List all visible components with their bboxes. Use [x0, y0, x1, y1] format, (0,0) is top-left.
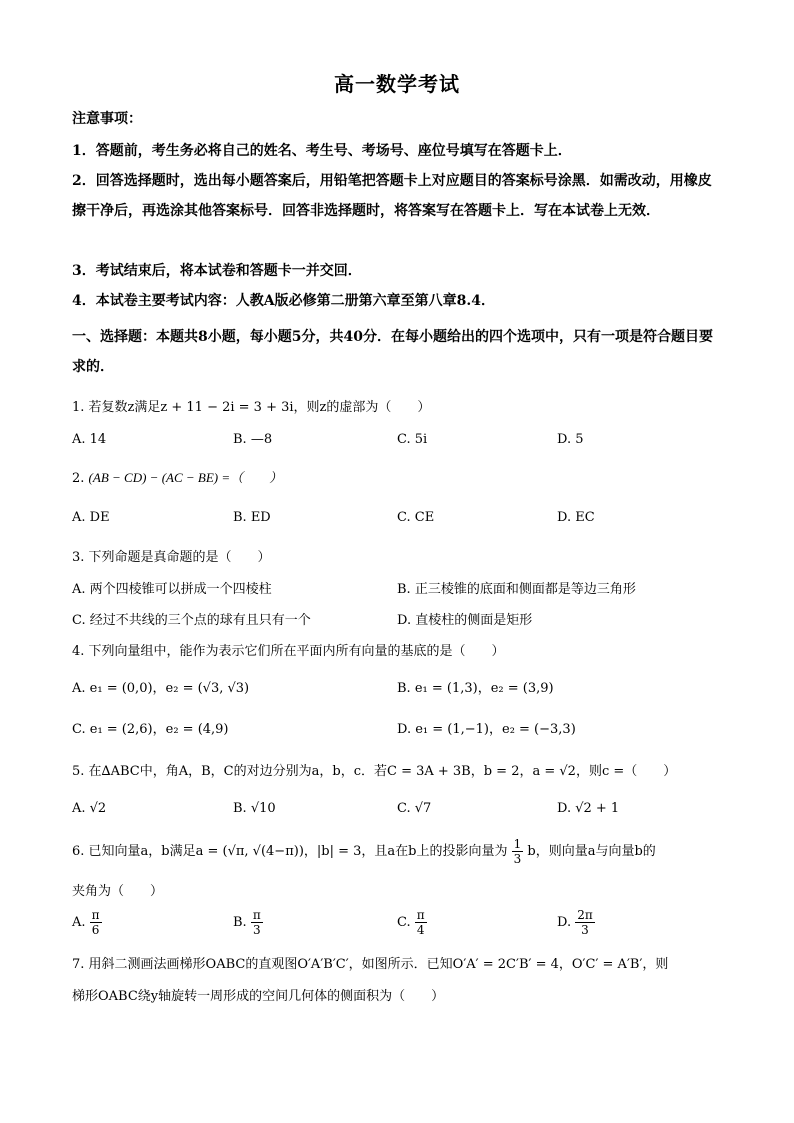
section-heading: 一、选择题：本题共8小题，每小题5分，共40分．在每小题给出的四个选项中，只有一项是符合题目要求的．: [72, 329, 713, 375]
q2-option-a: A. DE: [72, 510, 110, 525]
notice-item-1: 1．答题前，考生务必将自己的姓名、考生号、考场号、座位号填写在答题卡上．: [72, 143, 572, 159]
question-7-line1: 7. 用斜二测画法画梯形OABC的直观图O′A′B′C′，如图所示．已知O′A′ = 2C′B′ = 4，O′C′ = A′B′，则: [72, 957, 669, 972]
q5-option-c: C. √7: [397, 801, 432, 816]
q6-b-den: 3: [252, 923, 261, 937]
notice-item-4: 4．本试卷主要考试内容：人教A版必修第二册第六章至第八章8.4．: [72, 293, 495, 309]
q6-option-d: [557, 908, 595, 937]
q6-c-den: 4: [416, 923, 425, 937]
q3-option-b: B. 正三棱锥的底面和侧面都是等边三角形: [397, 582, 636, 597]
q1-option-a: A. 14: [72, 432, 107, 447]
q6-fraction: [512, 837, 524, 866]
q4-option-b: B. e₁ = (1,3)，e₂ = (3,9): [397, 681, 554, 696]
question-5-stem: 5. 在∆ABC中，角A，B，C的对边分别为a，b，c．若C = 3A + 3B，b = 2，a = √2，则c =（ ）: [72, 764, 677, 779]
q5-option-b: B. √10: [233, 801, 276, 816]
notice-item-3: 3．考试结束后，将本试卷和答题卡一并交回．: [72, 263, 362, 279]
q6-d-label: D.: [557, 915, 572, 930]
q6-option-c: [397, 908, 427, 937]
q3-option-c: C. 经过不共线的三个点的球有且只有一个: [72, 613, 311, 628]
q6-frac-den: 3: [513, 852, 522, 866]
q2-option-c: C. CE: [397, 510, 435, 525]
q6-c-num: π: [416, 908, 425, 922]
notice-item-2: 2．回答选择题时，选出每小题答案后，用铅笔把答题卡上对应题目的答案标号涂黑．如需改动，用橡皮擦干净后，再选涂其他答案标号．回答非选择题时，将答案写在答题卡上．写在本试卷上无效．: [72, 173, 712, 219]
q6-c-fraction: [415, 908, 427, 937]
q1-option-c: C. 5i: [397, 432, 428, 447]
question-7-line2: 梯形OABC绕y轴旋转一周形成的空间几何体的侧面积为（ ）: [72, 989, 445, 1004]
question-3-stem: 3. 下列命题是真命题的是（ ）: [72, 550, 271, 565]
q4-option-d: D. e₁ = (1,−1)，e₂ = (−3,3): [397, 722, 576, 737]
exam-title: 高一数学考试: [334, 72, 460, 96]
q4-option-c: C. e₁ = (2,6)，e₂ = (4,9): [72, 722, 229, 737]
q6-stem-part2: b，则向量a与向量b的: [527, 844, 656, 859]
q3-option-a: A. 两个四棱锥可以拼成一个四棱柱: [72, 582, 272, 597]
q6-option-b: [233, 908, 263, 937]
q6-a-den: 6: [91, 923, 100, 937]
q2-option-b: B. ED: [233, 510, 271, 525]
q6-d-num: 2π: [577, 908, 593, 922]
q6-b-num: π: [252, 908, 261, 922]
q2-option-d: D. EC: [557, 510, 595, 525]
question-6-stem: [72, 837, 732, 866]
notice-heading: 注意事项：: [72, 111, 142, 127]
q6-a-label: A.: [72, 915, 86, 930]
q6-a-fraction: [90, 908, 102, 937]
q6-d-den: 3: [581, 923, 589, 937]
q3-option-d: D. 直棱柱的侧面是矩形: [397, 613, 533, 628]
question-2-stem: [72, 467, 282, 486]
q6-b-label: B.: [233, 915, 247, 930]
q6-c-label: C.: [397, 915, 411, 930]
q2-number: 2.: [72, 471, 85, 486]
q1-option-d: D. 5: [557, 432, 584, 447]
q5-option-a: A. √2: [72, 801, 107, 816]
q6-b-fraction: [251, 908, 263, 937]
q4-option-a: A. e₁ = (0,0)，e₂ = (√3, √3): [72, 681, 250, 696]
q2-expression: (AB − CD) − (AC − BE) =（ ）: [88, 470, 283, 485]
q6-d-fraction: [575, 908, 595, 937]
q6-stem-part1: 6. 已知向量a，b满足a = (√π, √(4−π))，|b| = 3，且a在b上的投影向量为: [72, 844, 508, 859]
question-1-stem: 1. 若复数z满足z + 11 − 2i = 3 + 3i，则z的虚部为（ ）: [72, 400, 431, 415]
q6-frac-num: 1: [513, 837, 522, 851]
q6-option-a: [72, 908, 102, 937]
q6-stem-line2: 夹角为（ ）: [72, 884, 164, 899]
q5-option-d: D. √2 + 1: [557, 801, 620, 816]
q6-a-num: π: [91, 908, 100, 922]
q1-option-b: B. —8: [233, 432, 273, 447]
question-4-stem: 4. 下列向量组中，能作为表示它们所在平面内所有向量的基底的是（ ）: [72, 644, 505, 659]
